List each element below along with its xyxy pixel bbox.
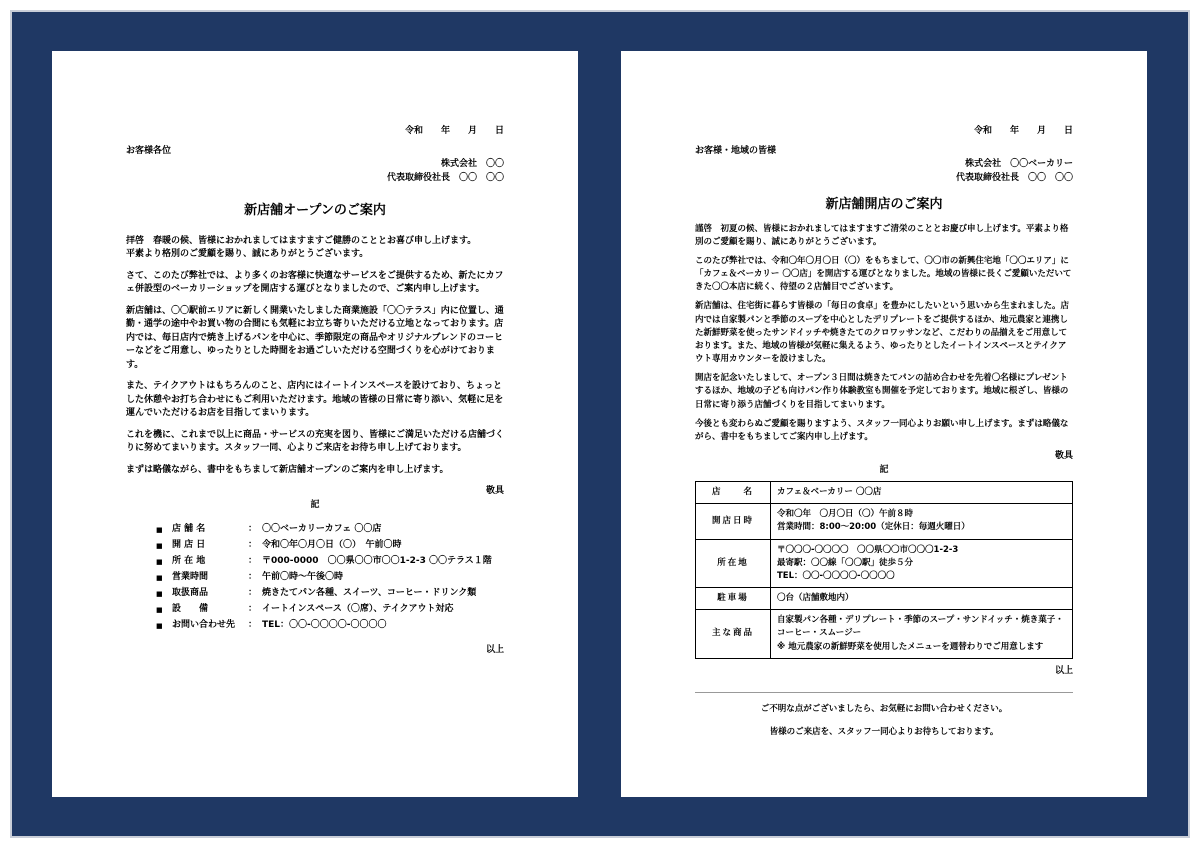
document-page-left — [52, 51, 578, 797]
paragraph: 開店を記念いたしまして、オープン３日間は焼きたてパンの詰め合わせを先着〇名様にプレゼントするほか、地域の子ども向けパン作り体験教室も開催を予定しております。地域に根ざし、皆様の日常に寄り添う店舗づくりを目指してまいります。 — [695, 373, 1069, 410]
list-item: ■ 所 在 地 ： 〒000-0000 〇〇県〇〇市〇〇1-2-3 〇〇テラス１階 — [156, 556, 492, 567]
ki-heading: 記 — [310, 499, 320, 510]
representative: 代表取締役社長 〇〇 〇〇 — [386, 172, 504, 183]
table-row: 所在地 〒〇〇〇-〇〇〇〇 〇〇県〇〇市〇〇〇1-2-3 最寄駅：〇〇線「〇〇駅」徒歩５分 TEL：〇〇-〇〇〇〇-〇〇〇〇 — [696, 539, 1073, 588]
recipient: お客様各位 — [126, 145, 172, 156]
list-item: ■ 開 店 日 ： 令和〇年〇月〇日（〇） 午前〇時 — [156, 540, 402, 551]
square-bullet-icon: ■ — [156, 525, 163, 534]
paragraph: 謹啓 初夏の候、皆様におかれましてはますますご清栄のこととお慶び申し上げます。平素より格別のご愛顧を賜り、誠にありがとうございます。 — [695, 223, 1069, 247]
paragraph: 拝啓 春暖の候、皆様におかれましてはますますご健勝のこととお喜び申し上げます。 — [126, 235, 477, 246]
table-row: 開店日時 令和〇年 〇月〇日（〇）午前８時 営業時間：8:00〜20:00（定休日：毎週火曜日） — [696, 504, 1073, 539]
details-table — [695, 481, 1073, 659]
closing: 敬具 — [1054, 451, 1073, 462]
table-row: 主な商品 自家製パン各種・デリプレート・季節のスープ・サンドイッチ・焼き菓子・コーヒー・スムージー ※ 地元農家の新鮮野菜を使用したメニューを週替わりでご用意します — [696, 610, 1073, 659]
table-row: 駐車場 〇台（店舗敷地内） — [696, 588, 1073, 610]
paragraph: このたび弊社では、令和〇年〇月〇日（〇）をもちまして、〇〇市の新興住宅地「〇〇エリア」に「カフェ＆ベーカリー 〇〇店」を開店する運びとなりました。地域の皆様に長くご愛顧いただいてきた〇〇本店に続く、待望の２店舗目でございます。 — [695, 255, 1072, 293]
paragraph: また、テイクアウトはもちろんのこと、店内にはイートインスペースを設けており、ちょっとした休憩やお打ち合わせにもご利用いただけます。地域の皆様の日常に寄り添い、気軽に足を運んでいただけるお店を目指してまいります。 — [126, 381, 504, 418]
document-page-right — [621, 51, 1147, 797]
list-item: ■ 設 備 ： イートインスペース（〇席）、テイクアウト対応 — [156, 604, 454, 615]
divider — [695, 692, 1073, 693]
table-row: 店 名 カフェ＆ベーカリー 〇〇店 — [696, 482, 1073, 504]
date-line: 令和 年 月 日 — [973, 126, 1073, 136]
list-item: ■ お問い合わせ先 ： TEL：〇〇-〇〇〇〇-〇〇〇〇 — [156, 620, 387, 631]
paragraph: まずは略儀ながら、書中をもちまして新店舗オープンのご案内を申し上げます。 — [126, 464, 449, 475]
square-bullet-icon: ■ — [156, 589, 163, 598]
square-bullet-icon: ■ — [156, 573, 163, 582]
paragraph: 平素より格別のご愛顧を賜り、誠にありがとうございます。 — [126, 249, 369, 259]
paragraph: これを機に、これまで以上に商品・サービスの充実を図り、皆様にご満足いただける店舗づくりに努めてまいります。スタッフ一同、心よりご来店をお待ち申し上げております。 — [126, 429, 505, 453]
ki-heading: 記 — [879, 464, 889, 475]
closing: 敬具 — [485, 486, 504, 496]
recipient: お客様・地域の皆様 — [695, 145, 777, 156]
paragraph: 新店舗は、住宅街に暮らす皆様の「毎日の食卓」を豊かにしたいという思いから生まれました。店内では自家製パンと季節のスープを中心としたデリプレートをご提供するほか、地元農家と連携した新鮮野菜を使ったサンドイッチや焼きたてのクロワッサンなど、こだわりの品揃えをご用意しております。また、地域の皆様が気軽に集えるよう、ゆったりとしたイートインスペースとテイクアウト専用カウンターを設けました。 — [695, 301, 1070, 365]
company-name: 株式会社 〇〇ベーカリー — [965, 159, 1073, 169]
list-item: ■ 取扱商品 ： 焼きたてパン各種、スイーツ、コーヒー・ドリンク類 — [156, 588, 477, 599]
date-line: 令和 年 月 日 — [404, 126, 504, 136]
paragraph: 今後とも変わらぬご愛顧を賜りますよう、スタッフ一同心よりお願い申し上げます。まずは略儀ながら、書中をもちましてご案内申し上げます。 — [695, 418, 1069, 442]
company-name: 株式会社 〇〇 — [440, 159, 504, 169]
end-mark: 以上 — [1054, 665, 1073, 676]
paragraph: さて、このたび弊社では、より多くのお客様に快適なサービスをご提供するため、新たにカフェ併設型のベーカリーショップを開店する運びとなりましたので、ご案内申し上げます。 — [126, 270, 504, 294]
square-bullet-icon: ■ — [156, 557, 163, 566]
footer-text: ご不明な点がございましたら、お気軽にお問い合わせください。 — [760, 704, 1008, 715]
paragraph: 新店舗は、〇〇駅前エリアに新しく開業いたしました商業施設「〇〇テラス」内に位置し、通勤・通学の途中やお買い物の合間にも気軽にお立ち寄りいただける立地となっております。店内では、毎日店内で焼き上げるパンを中心に、季節限定の商品やオリジナルブレンドのコーヒーなどをご用意し、ゆったりとした時間をお過ごしいただける空間づくりを心がけております。 — [126, 305, 504, 370]
end-mark: 以上 — [485, 645, 504, 655]
square-bullet-icon: ■ — [156, 541, 163, 550]
footer-text: 皆様のご来店を、スタッフ一同心よりお待ちしております。 — [769, 727, 999, 738]
square-bullet-icon: ■ — [156, 621, 163, 630]
list-item: ■ 営業時間 ： 午前〇時〜午後〇時 — [156, 572, 344, 583]
list-item: ■ 店 舗 名 ： 〇〇ベーカリーカフェ 〇〇店 — [156, 524, 382, 535]
square-bullet-icon: ■ — [156, 605, 163, 614]
representative: 代表取締役社長 〇〇 〇〇 — [955, 172, 1073, 183]
document-title: 新店舗開店のご案内 — [825, 197, 943, 212]
details-list — [156, 522, 504, 634]
document-title: 新店舗オープンのご案内 — [244, 203, 386, 218]
